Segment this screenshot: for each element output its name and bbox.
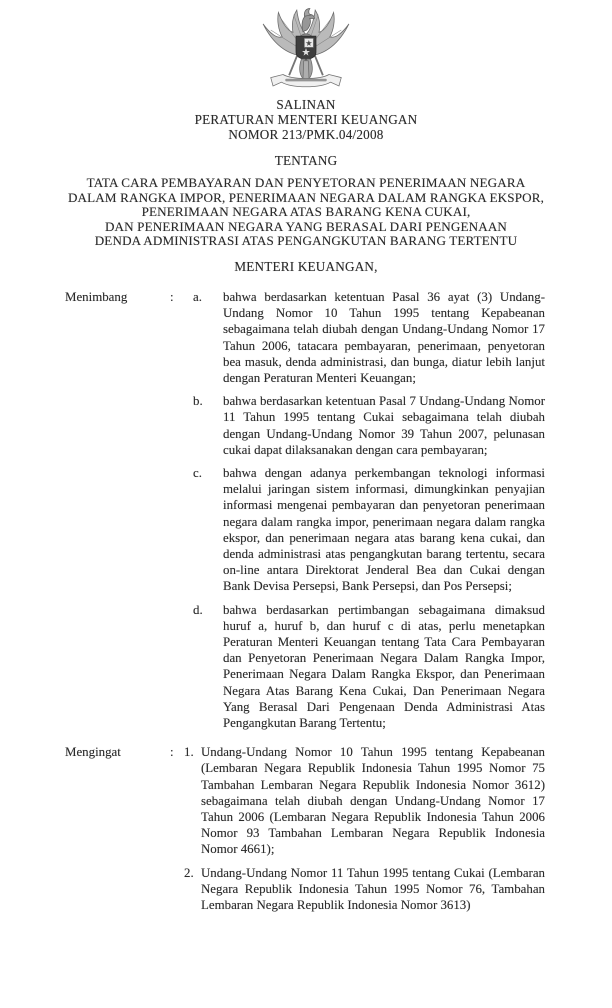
- item-marker: 1.: [184, 745, 194, 760]
- consideration-item-a: [193, 289, 545, 386]
- emblem-container: [0, 0, 612, 96]
- title-line: PENERIMAAN NEGARA ATAS BARANG KENA CUKAI,: [141, 204, 471, 220]
- menimbang-section: [65, 289, 545, 731]
- item-marker: 2.: [184, 865, 194, 880]
- item-marker: c.: [193, 466, 202, 480]
- regulation-title: PERATURAN MENTERI KEUANGAN: [194, 112, 418, 127]
- title-line: DAN PENERIMAAN NEGARA YANG BERASAL DARI PENGENAAN: [104, 218, 508, 234]
- item-text: bahwa berdasarkan pertimbangan sebagaimana dimaksud huruf a, huruf b, dan huruf c di atas, perlu menetapkan Peraturan Menteri Keuangan tentang Tata Cara Pembayaran dan Penyetoran Penerimaan Negara Dalam Rangka Impor, Penerimaan Negara Dalam Rangka Ekspor, dan Penerimaan Negara Atas Barang Kena Cukai, Dan Penerimaan Negara Yang Berasal Dari Pengenaan Denda Administrasi Atas Pengangkutan Barang Tertentu;: [223, 602, 545, 731]
- legal-basis-item-2: [184, 865, 545, 914]
- mengingat-section: [65, 744, 545, 913]
- title-line: DENDA ADMINISTRASI ATAS PENGANGKUTAN BARANG TERTENTU: [94, 233, 518, 249]
- mengingat-items: [184, 744, 545, 913]
- item-text: bahwa berdasarkan ketentuan Pasal 36 ayat (3) Undang-Undang Nomor 10 Tahun 1995 tentang Kepabeanan sebagaimana telah diubah dengan Undang-Undang Nomor 17 Tahun 2006, tatacara pembayaran, penerimaan, penyetoran bea masuk, denda administrasi, dan bunga, diatur lebih lanjut dengan Peraturan Menteri Keuangan;: [223, 289, 545, 385]
- item-text: Undang-Undang Nomor 11 Tahun 1995 tentang Cukai (Lembaran Negara Republik Indonesia Tahun 1995 Nomor 76, Tambahan Lembaran Negara Republik Indonesia Nomor 3613): [201, 865, 545, 913]
- consideration-item-d: [193, 602, 545, 732]
- legal-basis-item-1: [184, 744, 545, 857]
- copy-label: SALINAN: [276, 97, 336, 112]
- issuer-label: MENTERI KEUANGAN,: [234, 258, 378, 274]
- item-text: bahwa dengan adanya perkembangan teknologi informasi melalui jaringan sistem informasi, dimungkinkan penyajian informasi mengenai pembayaran dan penyetoran penerimaan negara dalam rangka impor, penerimaan negara dalam rangka ekspor, dan penerimaan negara atas barang kena cukai, dan denda administrasi atas pengangkutan barang tertentu, secara on-line antara Direktorat Jenderal Bea dan Cukai dengan Bank Devisa Persepsi, Bank Persepsi, dan Pos Persepsi;: [223, 466, 545, 594]
- item-marker: d.: [193, 602, 203, 617]
- about-label: TENTANG: [274, 153, 338, 168]
- item-text: Undang-Undang Nomor 10 Tahun 1995 tentang Kepabeanan (Lembaran Negara Republik Indonesia Tahun 1995 Nomor 75 Tambahan Lembaran Negara Republik Indonesia Nomor 3612) sebagaimana telah diubah dengan Undang-Undang Nomor 17 Tahun 2006 (Lembaran Negara Republik Indonesia Tahun 2006 Nomor 93 Tambahan Lembaran Negara Republik Indonesia Nomor 4661);: [201, 745, 545, 857]
- document-title: [0, 176, 612, 249]
- item-marker: b.: [193, 394, 203, 409]
- item-text: bahwa berdasarkan ketentuan Pasal 7 Undang-Undang Nomor 11 Tahun 1995 tentang Cukai sebagaimana telah diubah dengan Undang-Undang Nomor 39 Tahun 2007, pelunasan cukai dapat dilaksanakan dengan cara pembayaran;: [223, 394, 545, 457]
- mengingat-label: Mengingat: [65, 745, 121, 760]
- menimbang-items: [193, 289, 545, 731]
- title-line: TATA CARA PEMBAYARAN DAN PENYETORAN PENERIMAAN NEGARA: [86, 175, 526, 190]
- consideration-item-c: [193, 465, 545, 595]
- item-marker: a.: [193, 289, 202, 304]
- menimbang-label: Menimbang: [65, 289, 128, 304]
- garuda-pancasila-emblem: [260, 7, 352, 96]
- regulation-number: NOMOR 213/PMK.04/2008: [228, 127, 384, 142]
- title-line: DALAM RANGKA IMPOR, PENERIMAAN NEGARA DALAM RANGKA EKSPOR,: [67, 189, 545, 205]
- mengingat-colon: :: [170, 745, 174, 760]
- consideration-item-b: [193, 393, 545, 458]
- menimbang-colon: :: [170, 289, 174, 304]
